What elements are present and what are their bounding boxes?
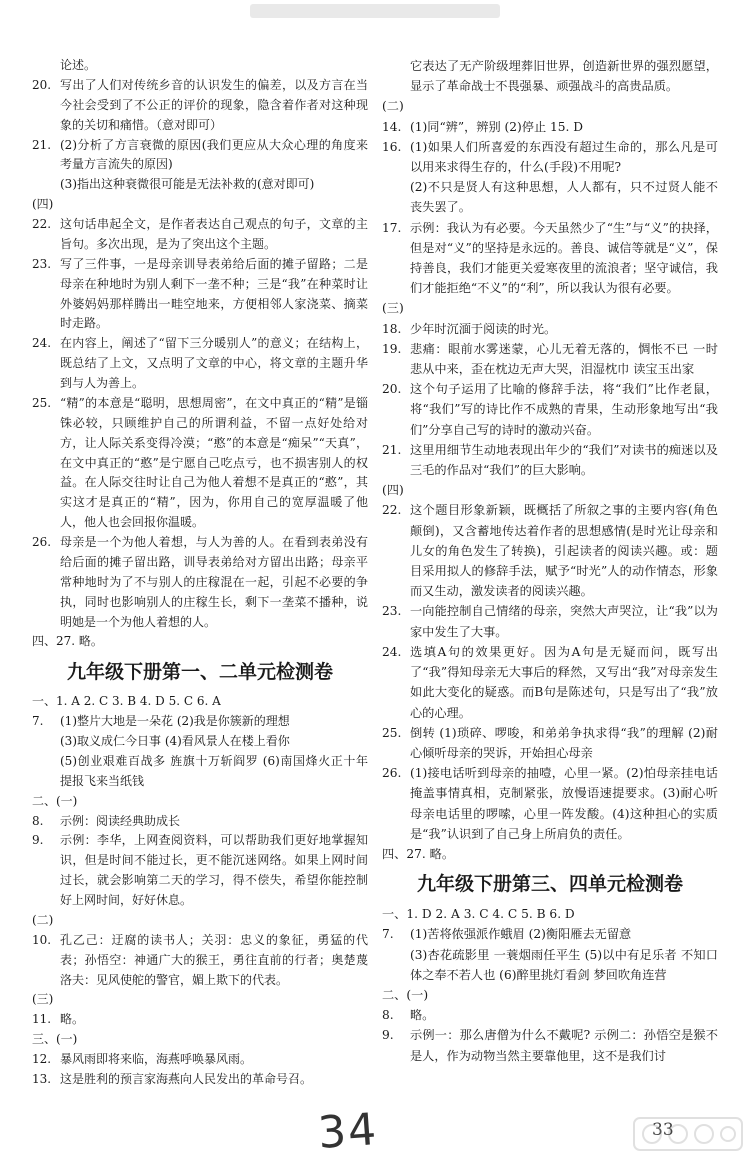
answer-item <box>382 440 718 480</box>
handwritten-page-number: 34 <box>316 1103 380 1160</box>
answer-text: 写出了人们对传统乡音的认识发生的偏差，以及方言在当今社会受到了不公正的评价的现象，隐含着作者对这种现象的关切和痛惜。（意对即可） <box>60 77 368 132</box>
answer-number: 9. <box>32 833 44 848</box>
answer-number: 21. <box>382 442 402 457</box>
section-marker: (二) <box>382 99 404 114</box>
answer-number: 23. <box>382 604 402 619</box>
top-cut-header <box>0 0 750 30</box>
answer-text: 这是胜利的预言家海燕向人民发出的革命号召。 <box>60 1071 313 1086</box>
section-marker: 一、1. A 2. C 3. B 4. D 5. C 6. A <box>32 694 221 709</box>
watermark-logo <box>632 1114 744 1154</box>
answer-number: 25. <box>382 725 402 740</box>
answer-item <box>32 831 368 911</box>
answer-text: 写了三件事，一是母亲训导表弟给后面的摊子留路；二是母亲在种地时为别人剩下一垄不种；三是“我”在种菜时让外婆妈妈那样腾出一畦空地来，方便相邻人家浇菜、摘菜时走路。 <box>60 256 368 331</box>
answer-item <box>382 379 718 440</box>
test-section-heading: 九年级下册第三、四单元检测卷 <box>416 873 683 896</box>
answer-item <box>382 723 718 763</box>
answer-item <box>382 319 718 339</box>
answer-text: 略。 <box>60 1012 85 1027</box>
right-column <box>382 56 718 1066</box>
answer-item <box>382 601 718 641</box>
answer-item <box>32 255 368 335</box>
answer-item <box>32 931 368 991</box>
printed-page-number: 33 <box>652 1120 674 1140</box>
answer-subline: 它表达了无产阶级埋葬旧世界，创造新世界的强烈愿望，显示了革命战士不畏强暴、顽强战斗的高贵品质。 <box>410 59 718 94</box>
answer-subline: (5)创业艰难百战多 旌旗十万斩阎罗 (6)南国烽火正十年 提报飞来当纸钱 <box>60 753 368 788</box>
answer-number: 23. <box>32 256 52 271</box>
answer-number: 8. <box>382 1008 394 1023</box>
answer-number: 7. <box>32 714 44 729</box>
answer-number: 9. <box>382 1028 394 1043</box>
answer-number: 20. <box>32 77 52 92</box>
answer-text: 在内容上，阐述了“留下三分暖别人”的意义；在结构上，既总结了上文，又点明了文章的中心，将文章的主题升华到与人为善上。 <box>60 336 368 390</box>
answer-item <box>382 117 718 137</box>
answer-item <box>382 924 718 944</box>
section-marker: 三、(一) <box>32 1032 78 1047</box>
answer-text: 这句话串起全文，是作者表达自己观点的句子，文章的主旨句。多次出现，是为了突出这个主题。 <box>60 217 368 251</box>
answer-number: 20. <box>382 382 402 397</box>
answer-item <box>32 394 368 533</box>
answer-number: 19. <box>382 341 402 356</box>
section-marker: 四、27. 略。 <box>32 634 103 649</box>
answer-item <box>32 334 368 394</box>
answer-number: 10. <box>32 932 52 947</box>
answer-subline: (3)杏花疏影里 一蓑烟雨任平生 (5)以中有足乐者 不知口体之奉不若人也 (6)醉里挑灯看剑 梦回吹角连营 <box>410 947 718 982</box>
answer-text: (1)苦将侬强派作蛾眉 (2)衡阳雁去无留意 <box>410 927 632 942</box>
answer-item <box>382 137 718 177</box>
section-marker: 一、1. D 2. A 3. C 4. C 5. B 6. D <box>382 907 575 922</box>
answer-number: 22. <box>382 503 402 518</box>
answer-item <box>382 642 718 723</box>
section-marker: (三) <box>32 992 54 1007</box>
answer-text: (1)整片大地是一朵花 (2)我是你簇新的理想 <box>60 714 290 729</box>
answer-text: 母亲是一个为他人着想，与人为善的人。在看到表弟没有给后面的摊子留出路，训导表弟给对方留出出路；母亲平常种地时为了不与别人的庄稼混在一起，引起不必要的争执，同时也影响别人的庄稼生长，剩下一垄菜不播种，说明她是一个为他人着想的人。 <box>60 535 368 629</box>
answer-item <box>382 339 718 379</box>
answer-text: 示例：阅读经典助成长 <box>60 813 181 828</box>
answer-number: 7. <box>382 927 394 942</box>
answer-text: 示例：我认为有必要。今天虽然少了“生”与“义”的抉择，但是对“义”的坚持是永远的。善良、诚信等就是“义”，保持善良，我们才能更关爱寒夜里的流浪者；坚守诚信，我们才能拒绝“不义”的“利”，所以我认为很有必要。 <box>410 220 718 296</box>
answer-text: 选填A句的效果更好。因为A句是无疑而问，既写出了“我”得知母亲无大事后的释然，又写出“我”对母亲发生如此大变化的疑惑。而B句是陈述句，只是写出了“我”放心的心理。 <box>410 644 718 720</box>
answer-item <box>32 712 368 732</box>
answer-item <box>32 1010 368 1030</box>
continued-text: 论述。 <box>60 58 97 72</box>
answer-number: 17. <box>382 220 402 235</box>
answer-text: 示例一：那么唐僧为什么不戴呢? 示例二：孙悟空是猴不是人，作为动物当然主要靠他里，这不是我们讨 <box>410 1028 718 1063</box>
test-section-heading: 九年级下册第一、二单元检测卷 <box>66 661 333 684</box>
answer-number: 21. <box>32 137 52 152</box>
answer-subline: (3)取义成仁今日事 (4)看风景人在楼上看你 <box>60 734 290 748</box>
answer-text: (1)接电话听到母亲的抽噎，心里一紧。(2)怕母亲挂电话掩盖事情真相，克制紧张，放慢语速提要求。(3)耐心听母亲电话里的啰嗦，心里一阵发酸。(4)这种担心的实质是“我”认识到了自己身上所肩负的责任。 <box>410 766 718 841</box>
answer-number: 12. <box>32 1052 52 1066</box>
section-marker: (二) <box>32 912 54 927</box>
answer-number: 26. <box>382 766 402 781</box>
answer-text: 暴风雨即将来临，海燕呼唤暴风雨。 <box>60 1052 253 1066</box>
answer-item <box>382 218 718 299</box>
answer-text: “精”的本意是“聪明，思想周密”，在文中真正的“精”是锱铢必较，只顾维护自己的所谓利益，不留一点好处给对方，让人际关系变得冷漠；“憨”的本意是“痴呆”“天真”，在文中真正的“憨”是宁愿自己吃点亏，也不损害别人的权益。在人际交往时让自己为他人着想不是真正的“憨”，其实这才是真正的“精”，因为，你用自己的宽厚温暖了他人，他人也会回报你温暖。 <box>60 395 368 530</box>
answer-number: 24. <box>382 644 402 659</box>
answer-item <box>32 76 368 136</box>
answer-text: 略。 <box>410 1008 435 1023</box>
answer-text: (1)如果人们所喜爱的东西没有超过生命的，那么凡是可以用来求得生存的，什么(手段)不用呢? <box>410 139 718 175</box>
answer-item <box>32 1050 368 1070</box>
answer-number: 16. <box>382 139 402 154</box>
answer-item <box>382 763 718 844</box>
answer-number: 11. <box>32 1012 52 1027</box>
answer-text: 这里用细节生动地表现出年少的“我们”对读书的痴迷以及三毛的作品对“我们”的巨大影响。 <box>410 442 718 478</box>
section-marker: (四) <box>32 197 54 212</box>
answer-number: 13. <box>32 1071 52 1086</box>
answer-number: 26. <box>32 535 52 549</box>
answer-item <box>32 812 368 832</box>
answer-subline: (2)不只是贤人有这种思想，人人都有，只不过贤人能不丧失罢了。 <box>410 180 718 215</box>
left-column <box>32 56 368 1090</box>
section-marker: 二、(一) <box>382 987 429 1002</box>
answer-number: 24. <box>32 336 52 351</box>
answer-text: 少年时沉湎于阅读的时光。 <box>410 321 557 336</box>
answer-text: 这个句子运用了比喻的修辞手法，将“我们”比作老鼠，将“我们”写的诗比作不成熟的青果，生动形象地写出“我们”分享自己写的诗时的激动兴奋。 <box>410 382 718 437</box>
answer-item <box>32 1070 368 1090</box>
section-marker: (三) <box>382 301 404 316</box>
section-marker: 二、(一) <box>32 793 78 808</box>
answer-number: 14. <box>382 119 402 134</box>
answer-item <box>32 136 368 176</box>
answer-item <box>32 215 368 255</box>
answer-number: 8. <box>32 813 44 828</box>
answer-item <box>382 1005 718 1025</box>
answer-item <box>32 533 368 632</box>
answer-subline: (3)指出这种衰微很可能是无法补救的(意对即可) <box>60 177 315 192</box>
answer-number: 22. <box>32 217 52 231</box>
answer-text: 悲痛：眼前水雾迷蒙，心儿无着无落的，惆怅不已 一时悲从中来，歪在枕边无声大哭，泪湿枕巾 读宝玉出家 <box>410 341 718 377</box>
answer-text: 示例：李华，上网查阅资料，可以帮助我们更好地掌握知识，但是时间不能过长，更不能沉迷网络。如果上网时间过长，就会影响第二天的学习，得不偿失，希望你能控制好上网时间，好好休息。 <box>60 833 368 907</box>
answer-text: 一向能控制自己情绪的母亲，突然大声哭泣，让“我”以为家中发生了大事。 <box>410 604 718 639</box>
section-marker: 四、27. 略。 <box>382 846 455 861</box>
answer-text: 倒转 (1)琐碎、啰唆，和弟弟争执求得“我”的理解 (2)耐心倾听母亲的哭诉，开始担心母亲 <box>410 725 718 760</box>
answer-text: (1)同“辨”，辨别 (2)停止 15. D <box>410 119 584 134</box>
answer-text: 孔乙己：迂腐的读书人；关羽：忠义的象征，勇猛的代表；孙悟空：神通广大的猴王，勇往直前的行者；奥楚蔑洛夫：见风使舵的警官，媚上欺下的代表。 <box>60 932 368 987</box>
answer-item <box>382 1025 718 1065</box>
answer-text: (2)分析了方言衰微的原因(我们更应从大众心理的角度来考量方言流失的原因) <box>60 137 368 172</box>
section-marker: (四) <box>382 483 404 498</box>
answer-number: 18. <box>382 321 402 336</box>
answer-number: 25. <box>32 395 52 410</box>
answer-item <box>382 500 718 601</box>
answer-text: 这个题目形象新颖，既概括了所叙之事的主要内容(角色颠倒)，又含蓄地传达着作者的思想感情(是时光让母亲和儿女的角色发生了转换)，引起读者的阅读兴趣。或：题目采用拟人的修辞手法，赋予“时光”人的动作情态，形象而又生动，激发读者的阅读兴趣。 <box>410 503 718 599</box>
